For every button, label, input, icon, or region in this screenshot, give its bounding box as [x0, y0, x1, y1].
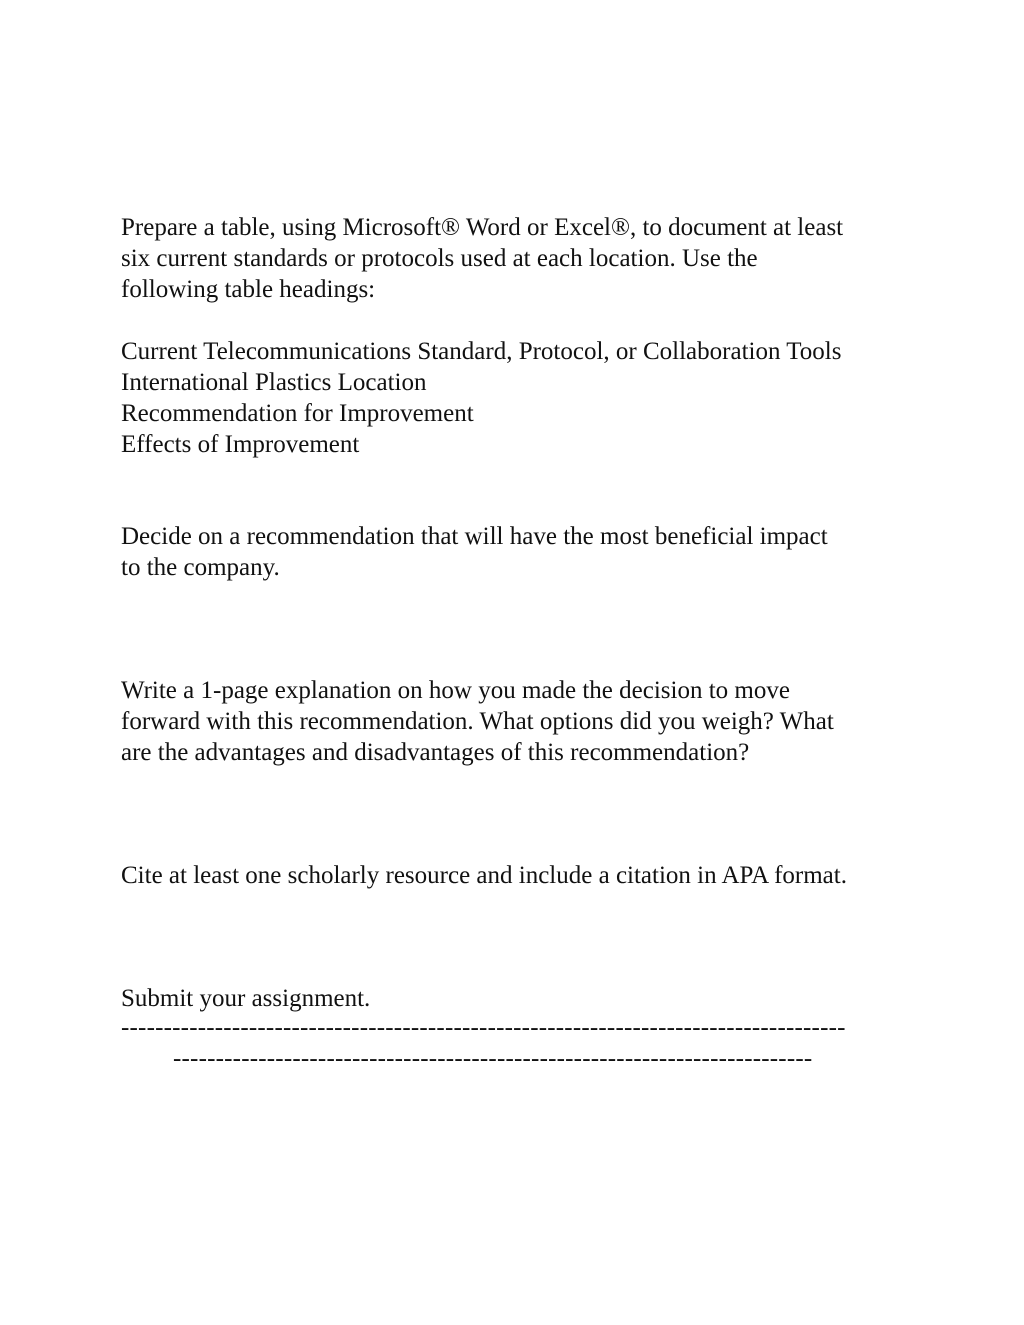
paragraph-line: Prepare a table, using Microsoft® Word or Excel®, to document at least	[121, 214, 844, 241]
paragraph-line: six current standards or protocols used at each location. Use the	[121, 245, 758, 272]
instructions-paragraph-recommendation	[121, 521, 921, 583]
paragraph-line: Decide on a recommendation that will have the most beneficial impact	[121, 523, 828, 550]
paragraph-line: Cite at least one scholarly resource and include a citation in APA format.	[121, 862, 847, 889]
table-heading-item: Recommendation for Improvement	[121, 400, 474, 427]
paragraph-line: Submit your assignment.	[121, 985, 371, 1012]
instructions-paragraph-citation	[121, 860, 921, 891]
table-heading-item: Current Telecommunications Standard, Protocol, or Collaboration Tools	[121, 338, 842, 365]
instructions-paragraph-explanation	[121, 675, 921, 768]
dashed-divider-line: -------------------------------------------------------------------------------------	[121, 1014, 846, 1041]
instructions-paragraph-submit	[121, 983, 921, 1014]
paragraph-line: forward with this recommendation. What options did you weigh? What	[121, 708, 834, 735]
table-headings-list	[121, 336, 921, 460]
paragraph-line: are the advantages and disadvantages of this recommendation?	[121, 739, 750, 766]
paragraph-line: following table headings:	[121, 276, 376, 303]
table-heading-item: Effects of Improvement	[121, 431, 360, 458]
instructions-paragraph-table	[121, 212, 921, 305]
dashed-divider-line: ---------------------------------------------------------------------------	[173, 1045, 813, 1072]
table-heading-item: International Plastics Location	[121, 369, 427, 396]
paragraph-line: Write a 1-page explanation on how you made the decision to move	[121, 677, 790, 704]
paragraph-line: to the company.	[121, 554, 280, 581]
